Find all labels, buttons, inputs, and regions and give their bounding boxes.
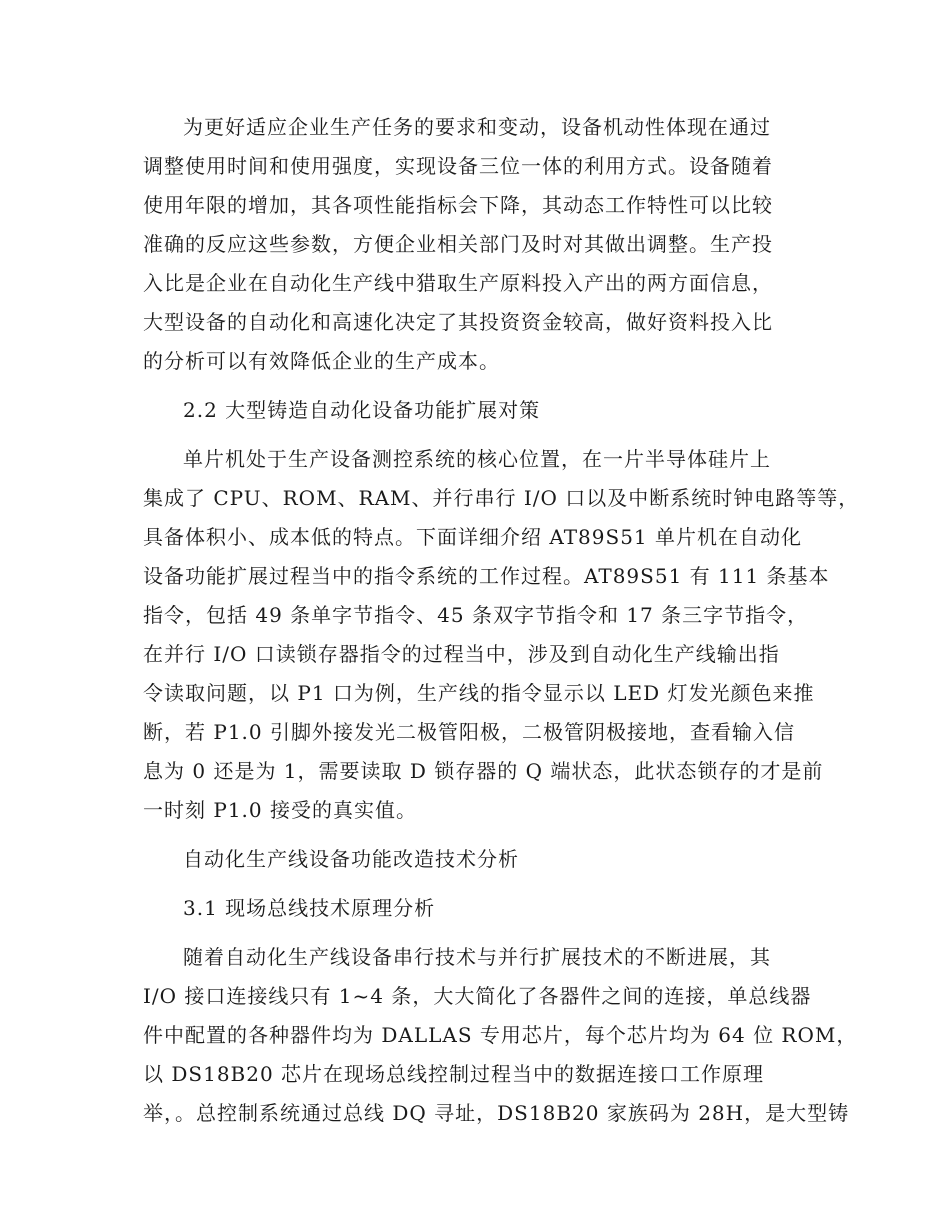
text-line: 大型设备的自动化和高速化决定了其投资资金较高，做好资料投入比 <box>143 310 773 334</box>
text-line: 使用年限的增加，其各项性能指标会下降，其动态工作特性可以比较 <box>143 193 773 217</box>
text-line: 设备功能扩展过程当中的指令系统的工作过程。AT89S51 有 111 条基本 <box>143 564 830 588</box>
text-line: 件中配置的各种器件均为 DALLAS 专用芯片，每个芯片均为 64 位 ROM， <box>143 1023 858 1047</box>
text-line: 息为 0 还是为 1，需要读取 D 锁存器的 Q 端状态，此状态锁存的才是前 <box>143 759 824 783</box>
paragraph-fieldbus <box>143 938 858 1133</box>
paragraph-microcontroller <box>143 440 860 830</box>
text-line: 具备体积小、成本低的特点。下面详细介绍 AT89S51 单片机在自动化 <box>143 525 803 549</box>
text-line: 断，若 P1.0 引脚外接发光二极管阳极，二极管阴极接地，查看输入信 <box>143 720 795 744</box>
text-line: 调整使用时间和使用强度，实现设备三位一体的利用方式。设备随着 <box>143 154 773 178</box>
text-line: 一时刻 P1.0 接受的真实值。 <box>143 798 417 822</box>
text-line: 举，。总控制系统通过总线 DQ 寻址，DS18B20 家族码为 28H，是大型铸 <box>143 1101 850 1125</box>
section-heading-3 <box>143 840 811 879</box>
text-line: 为更好适应企业生产任务的要求和变动，设备机动性体现在通过 <box>183 115 771 139</box>
text-line: 入比是企业在自动化生产线中猎取生产原料投入产出的两方面信息， <box>143 271 773 295</box>
text-line: 在并行 I/O 口读锁存器指令的过程当中，涉及到自动化生产线输出指 <box>143 642 780 666</box>
text-line: 随着自动化生产线设备串行技术与并行扩展技术的不断进展，其 <box>183 945 771 969</box>
text-line: 准确的反应这些参数，方便企业相关部门及时对其做出调整。生产投 <box>143 232 773 256</box>
heading-text: 3.1 现场总线技术原理分析 <box>183 896 436 920</box>
text-line: 集成了 CPU、ROM、RAM、并行串行 I/O 口以及中断系统时钟电路等等， <box>143 486 860 510</box>
text-line: I/O 接口连接线只有 1~4 条，大大简化了各器件之间的连接，单总线器 <box>143 984 812 1008</box>
text-line: 指令，包括 49 条单字节指令、45 条双字节指令和 17 条三字节指令， <box>143 603 809 627</box>
document-body <box>143 108 860 1133</box>
text-line: 的分析可以有效降低企业的生产成本。 <box>143 349 500 373</box>
section-heading-2-2 <box>143 391 811 430</box>
paragraph-equipment-mobility <box>143 108 811 381</box>
text-line: 单片机处于生产设备测控系统的核心位置，在一片半导体硅片上 <box>183 447 771 471</box>
text-line: 以 DS18B20 芯片在现场总线控制过程当中的数据连接口工作原理 <box>143 1062 765 1086</box>
section-heading-3-1 <box>143 889 811 928</box>
text-line: 令读取问题，以 P1 口为例，生产线的指令显示以 LED 灯发光颜色来推 <box>143 681 815 705</box>
heading-text: 2.2 大型铸造自动化设备功能扩展对策 <box>183 398 541 422</box>
heading-text: 自动化生产线设备功能改造技术分析 <box>183 847 519 871</box>
